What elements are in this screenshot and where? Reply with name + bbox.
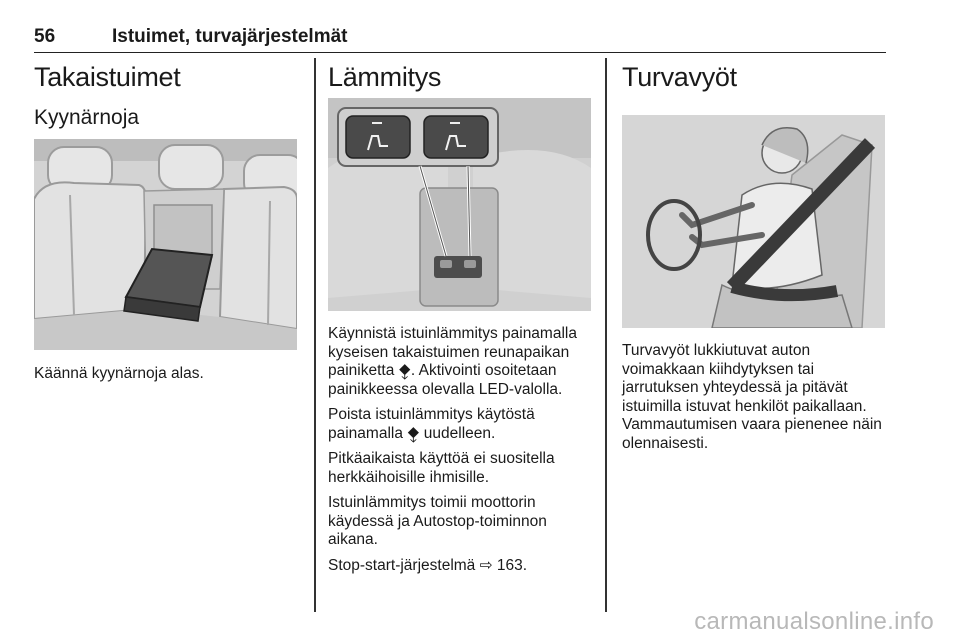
col3-text <box>622 342 892 460</box>
col3-paragraph: Turvavyöt lukkiutuvat auton voimakkaan kiihdytyksen tai jarrutuksen yhteydessä ja pitävät istuimilla istuvat henkilöt paikallaan. Vammautumisen vaara pienenee näin olennaisesti. <box>622 342 882 452</box>
col2-text <box>328 325 593 582</box>
col2-paragraph: Stop-start-järjestelmä ⇨ 163. <box>328 556 528 574</box>
subsection-title-armrest: Kyynärnoja <box>34 106 140 129</box>
col2-paragraph: Käynnistä istuinlämmitys painamalla kyseisen takaistuimen reunapaikan painiketta ⧪. Aktivointi osoitetaan painikkeessa olevalla LED-valolla. <box>328 325 577 398</box>
seat-belt-illustration <box>622 115 885 328</box>
page-number: 56 <box>34 26 56 47</box>
column-divider-1 <box>314 58 316 612</box>
column-divider-2 <box>605 58 607 612</box>
col2-paragraph: Istuinlämmitys toimii moottorin käydessä ja Autostop-toiminnon aikana. <box>328 494 547 548</box>
armrest-illustration <box>34 139 297 350</box>
section-title-rear-seats: Takaistuimet <box>34 62 181 92</box>
section-title-heating: Lämmitys <box>328 62 442 92</box>
page-header <box>34 22 886 53</box>
col1-paragraph: Käännä kyynärnoja alas. <box>34 365 204 382</box>
col2-paragraph: Pitkäaikaista käyttöä ei suositella herkkäihoisille ihmisille. <box>328 450 555 486</box>
seat-heating-illustration <box>328 98 591 311</box>
col2-paragraph: Poista istuinlämmitys käytöstä painamalla ⧪ uudelleen. <box>328 406 535 442</box>
chapter-title: Istuimet, turvajärjestelmät <box>112 26 348 47</box>
col1-text <box>34 365 304 391</box>
watermark: carmanualsonline.info <box>694 608 934 635</box>
section-title-seat-belts: Turvavyöt <box>622 62 737 92</box>
